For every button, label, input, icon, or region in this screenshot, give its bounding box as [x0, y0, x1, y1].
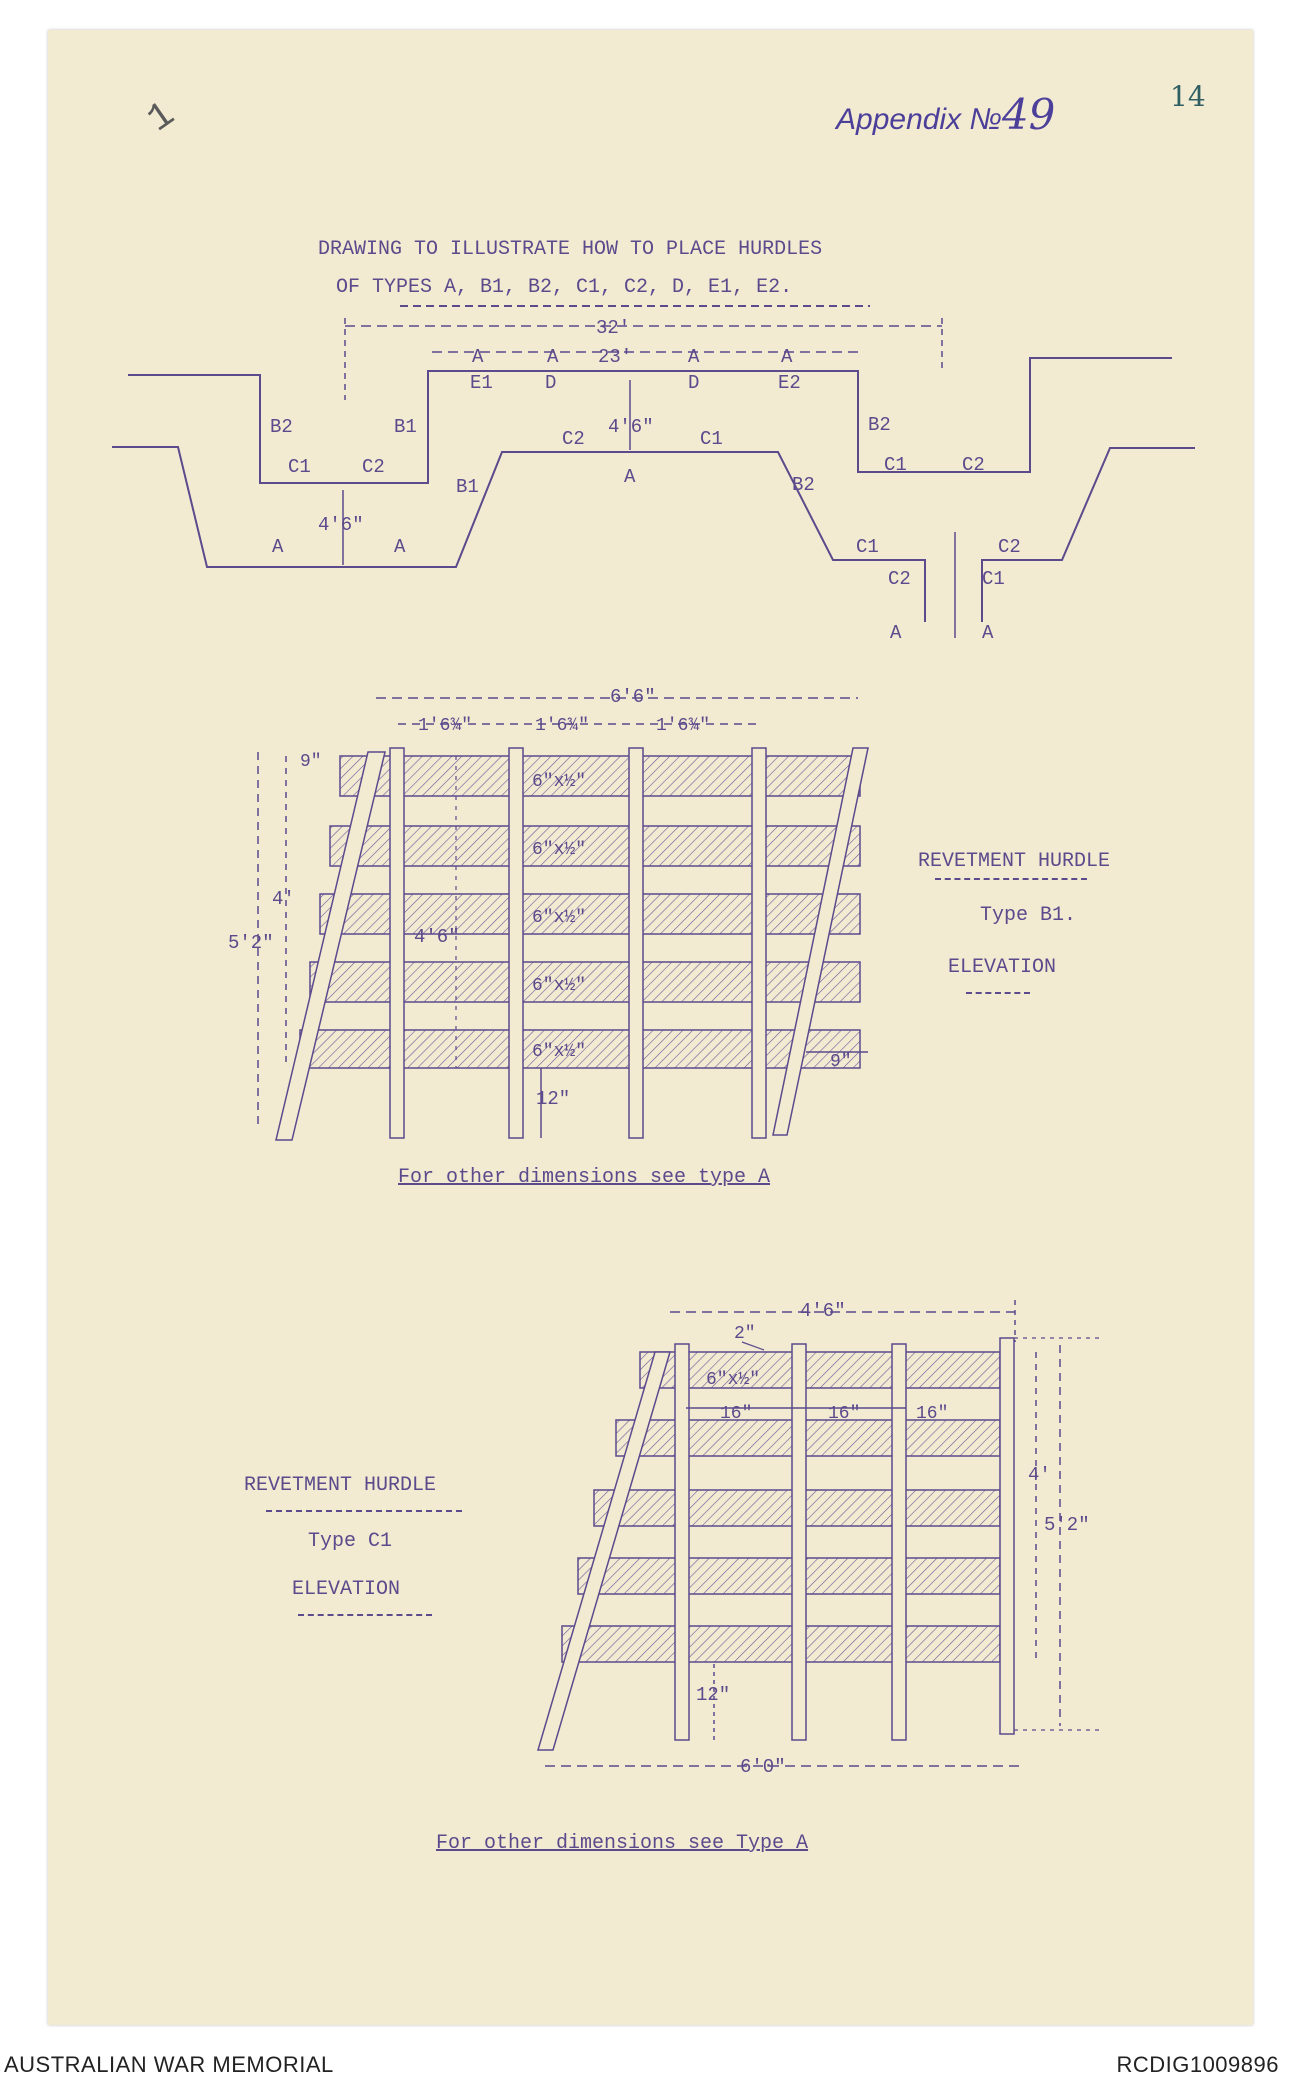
post [509, 748, 523, 1138]
slat [578, 1558, 1000, 1594]
trench-label-4-6-top: 4'6" [608, 416, 654, 438]
trench-label-a: A [982, 622, 994, 644]
b1-slat-label: 6"x½" [532, 976, 587, 996]
b1-type: Type B1. [980, 904, 1077, 927]
c1-spacing: 16" [720, 1404, 753, 1424]
c1-note: For other dimensions see Type A [436, 1832, 809, 1855]
dimension-32 [345, 318, 942, 400]
b1-bottom-offset: 9" [830, 1052, 852, 1072]
b1-slat-label: 6"x½" [532, 1042, 587, 1062]
c1-post-2: 2" [734, 1324, 756, 1344]
trench-label-c2: C2 [362, 456, 385, 478]
c1-spacing: 16" [916, 1404, 949, 1424]
post [629, 748, 643, 1138]
b1-view-underline [966, 992, 1030, 994]
b1-slat-label: 6"x½" [532, 840, 587, 860]
trench-label-c2: C2 [962, 454, 985, 476]
b1-title: REVETMENT HURDLE [918, 850, 1111, 873]
post [390, 748, 404, 1138]
c1-slat-label: 6"x½" [706, 1370, 761, 1390]
trench-label-c2: C2 [562, 428, 585, 450]
c1-ground-12: 12" [696, 1684, 731, 1706]
footer-institution: AUSTRALIAN WAR MEMORIAL [4, 2052, 334, 2077]
trench-label-e1: E1 [470, 372, 493, 394]
hurdle-c1-drawing [538, 1300, 1100, 1766]
trench-label-a: A [624, 466, 636, 488]
trench-label-a: A [688, 346, 700, 368]
slat [330, 826, 860, 866]
drawing-title-line1: DRAWING TO ILLUSTRATE HOW TO PLACE HURDLES [318, 238, 823, 261]
post [752, 748, 766, 1138]
strut [538, 1352, 670, 1750]
trench-label-c1: C1 [982, 568, 1005, 590]
trench-label-c1: C1 [856, 536, 879, 558]
appendix-label: Appendix № [836, 103, 1002, 136]
c1-overall-width: 4'6" [800, 1300, 846, 1322]
trench-label-c2: C2 [998, 536, 1021, 558]
trench-label-a: A [547, 346, 559, 368]
c1-height-4: 4' [1028, 1464, 1051, 1486]
trench-label-4-6-left: 4'6" [318, 514, 364, 536]
c1-view: ELEVATION [292, 1578, 401, 1601]
slat [340, 756, 860, 796]
b1-height-5-2: 5'2" [228, 932, 274, 954]
b1-overall-width: 6'6" [610, 686, 656, 708]
trench-label-b2: B2 [270, 416, 293, 438]
b1-slat-label: 6"x½" [532, 908, 587, 928]
trench-label-d: D [688, 372, 700, 394]
b1-ground-12: 12" [536, 1088, 571, 1110]
c1-title-underline [266, 1510, 462, 1512]
slat [640, 1352, 1000, 1388]
b1-top-offset: 9" [300, 752, 322, 772]
trench-label-c2: C2 [888, 568, 911, 590]
b1-height-4-6: 4'6" [414, 926, 460, 948]
page-number: 14 [1170, 80, 1206, 113]
b1-view: ELEVATION [948, 956, 1057, 979]
trench-label-d: D [545, 372, 557, 394]
trench-label-c1: C1 [700, 428, 723, 450]
post [892, 1344, 906, 1740]
trench-label-b1: B1 [394, 416, 417, 438]
corner-mark: 1 [139, 93, 184, 142]
trench-label-b1: B1 [456, 476, 479, 498]
trench-label-a: A [472, 346, 484, 368]
trench-label-a: A [781, 346, 793, 368]
slat [562, 1626, 1000, 1662]
b1-title-underline [935, 878, 1087, 880]
c1-type: Type C1 [308, 1530, 393, 1553]
slat [616, 1420, 1000, 1456]
b1-note: For other dimensions see type A [398, 1166, 771, 1189]
post [1000, 1338, 1014, 1734]
b1-spacing: 1'6¾" [418, 716, 473, 736]
trench-label-e2: E2 [778, 372, 801, 394]
strut [276, 752, 385, 1140]
trench-profile [112, 358, 1195, 622]
b1-spacing: 1'6¾" [656, 716, 711, 736]
trench-label-b2: B2 [868, 414, 891, 436]
c1-base-width: 6'0" [740, 1756, 786, 1778]
b1-height-4: 4' [272, 888, 295, 910]
appendix-number: 49 [1001, 90, 1056, 139]
c1-title: REVETMENT HURDLE [244, 1474, 437, 1497]
c1-view-underline [298, 1614, 432, 1616]
trench-label-a: A [394, 536, 406, 558]
drawing-title-line2: OF TYPES A, B1, B2, C1, C2, D, E1, E2. [336, 276, 793, 299]
trench-label-b2: B2 [792, 474, 815, 496]
trench-label-32: 32' [596, 317, 631, 339]
trench-label-23: 23' [598, 346, 633, 368]
trench-label-c1: C1 [288, 456, 311, 478]
trench-label-a: A [890, 622, 902, 644]
post [792, 1344, 806, 1740]
b1-spacing: 1'6¾" [535, 716, 590, 736]
trench-label-a: A [272, 536, 284, 558]
post [675, 1344, 689, 1740]
c1-spacing: 16" [828, 1404, 861, 1424]
footer-catalog-id: RCDIG1009896 [1116, 2052, 1279, 2077]
b1-slat-label: 6"x½" [532, 772, 587, 792]
strut [773, 748, 868, 1135]
c1-height-5-2: 5'2" [1044, 1514, 1090, 1536]
trench-label-c1: C1 [884, 454, 907, 476]
